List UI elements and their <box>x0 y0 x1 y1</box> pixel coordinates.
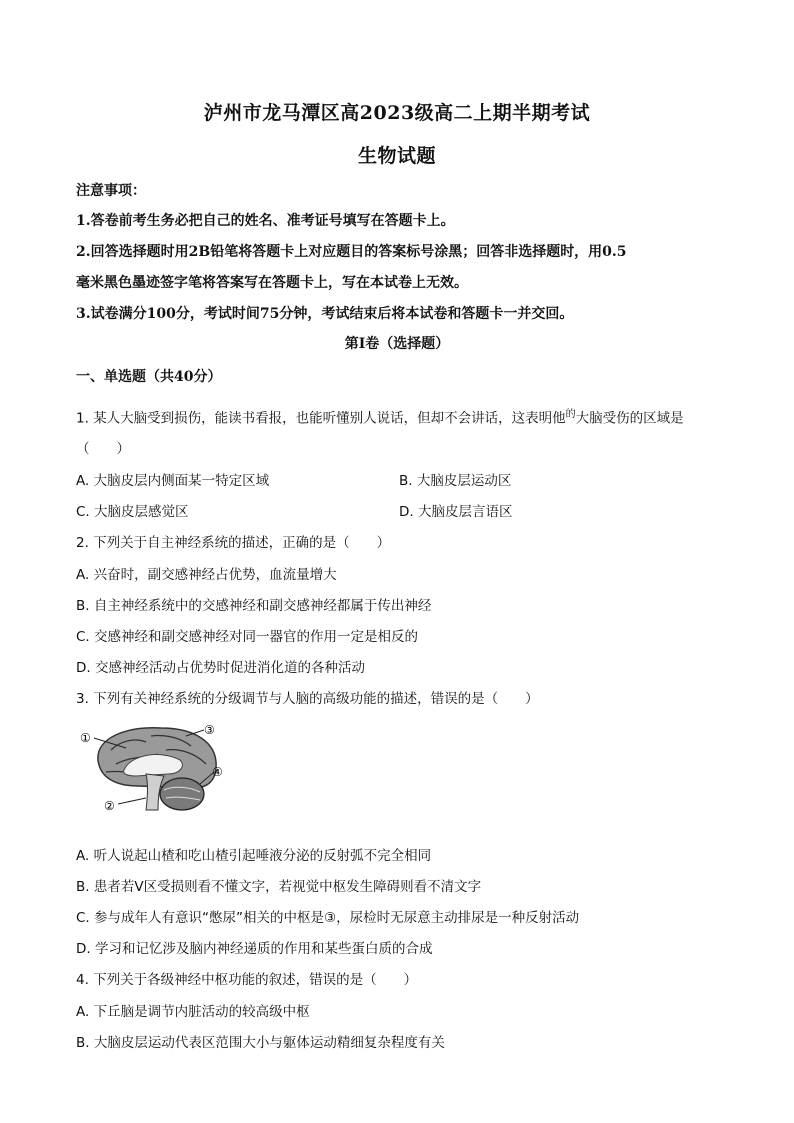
question-4-option-b: B. 大脑皮层运动代表区范围大小与躯体运动精细复杂程度有关 <box>76 1035 445 1051</box>
question-3-option-b: B. 患者若Ⅴ区受损则看不懂文字，若视觉中枢发生障碍则看不清文字 <box>76 879 482 895</box>
brain-label-3: ③ <box>204 723 215 737</box>
question-4-option-a: A. 下丘脑是调节内脏活动的较高级中枢 <box>76 1004 310 1020</box>
question-2-option-c: C. 交感神经和副交感神经对同一器官的作用一定是相反的 <box>76 629 419 645</box>
question-4-stem: 4. 下列关于各级神经中枢功能的叙述，错误的是（ ） <box>76 972 418 988</box>
exam-subtitle: 生物试题 <box>357 145 436 167</box>
question-3-option-d: D. 学习和记忆涉及脑内神经递质的作用和某些蛋白质的合成 <box>76 941 433 957</box>
question-1-blank: （ ） <box>76 441 130 457</box>
brain-label-4: ④ <box>212 765 223 779</box>
question-1-stem <box>76 405 684 427</box>
question-2-stem: 2. 下列关于自主神经系统的描述，正确的是（ ） <box>76 535 391 551</box>
question-1-stem-a: 1. 某人大脑受到损伤，能读书看报，也能听懂别人说话，但却不会讲话，这表明他 <box>76 410 566 427</box>
brain-illustration <box>76 720 236 820</box>
question-2-option-a: A. 兴奋时，副交感神经占优势，血流量增大 <box>76 567 337 583</box>
volume-heading: 第Ⅰ卷（选择题） <box>344 336 450 352</box>
question-3-option-c: C. 参与成年人有意识“憋尿”相关的中枢是③，尿检时无尿意主动排尿是一种反射活动 <box>76 910 580 926</box>
question-1-stem-b: 大脑受伤的区域是 <box>575 410 684 427</box>
brain-diagram <box>76 720 236 820</box>
question-2-option-d: D. 交感神经活动占优势时促进消化道的各种活动 <box>76 660 365 676</box>
notice-item: 3.试卷满分100分，考试时间75分钟，考试结束后将本试卷和答题卡一并交回。 <box>76 306 574 322</box>
question-1-option-c: C. 大脑皮层感觉区 <box>76 504 189 520</box>
part-heading: 一、单选题（共40分） <box>76 369 222 385</box>
exam-title: 泸州市龙马潭区高2023级高二上期半期考试 <box>203 102 591 124</box>
question-1-option-d: D. 大脑皮层言语区 <box>399 504 513 520</box>
question-1-stem-sup: 的 <box>565 409 576 420</box>
notice-heading: 注意事项： <box>76 183 146 199</box>
question-2-option-b: B. 自主神经系统中的交感神经和副交感神经都属于传出神经 <box>76 598 432 614</box>
notice-item: 毫米黑色墨迹签字笔将答案写在答题卡上，写在本试卷上无效。 <box>76 275 468 291</box>
question-3-stem: 3. 下列有关神经系统的分级调节与人脑的高级功能的描述，错误的是（ ） <box>76 691 539 707</box>
question-1-option-a: A. 大脑皮层内侧面某一特定区域 <box>76 473 270 489</box>
brain-label-2: ② <box>104 799 115 813</box>
brain-label-1: ① <box>80 731 91 745</box>
notice-item: 2.回答选择题时用2B铅笔将答题卡上对应题目的答案标号涂黑；回答非选择题时，用0.5 <box>76 244 627 260</box>
notice-item: 1.答卷前考生务必把自己的姓名、准考证号填写在答题卡上。 <box>76 213 455 229</box>
question-1-option-b: B. 大脑皮层运动区 <box>399 473 512 489</box>
question-3-option-a: A. 听人说起山楂和吃山楂引起唾液分泌的反射弧不完全相同 <box>76 848 432 864</box>
